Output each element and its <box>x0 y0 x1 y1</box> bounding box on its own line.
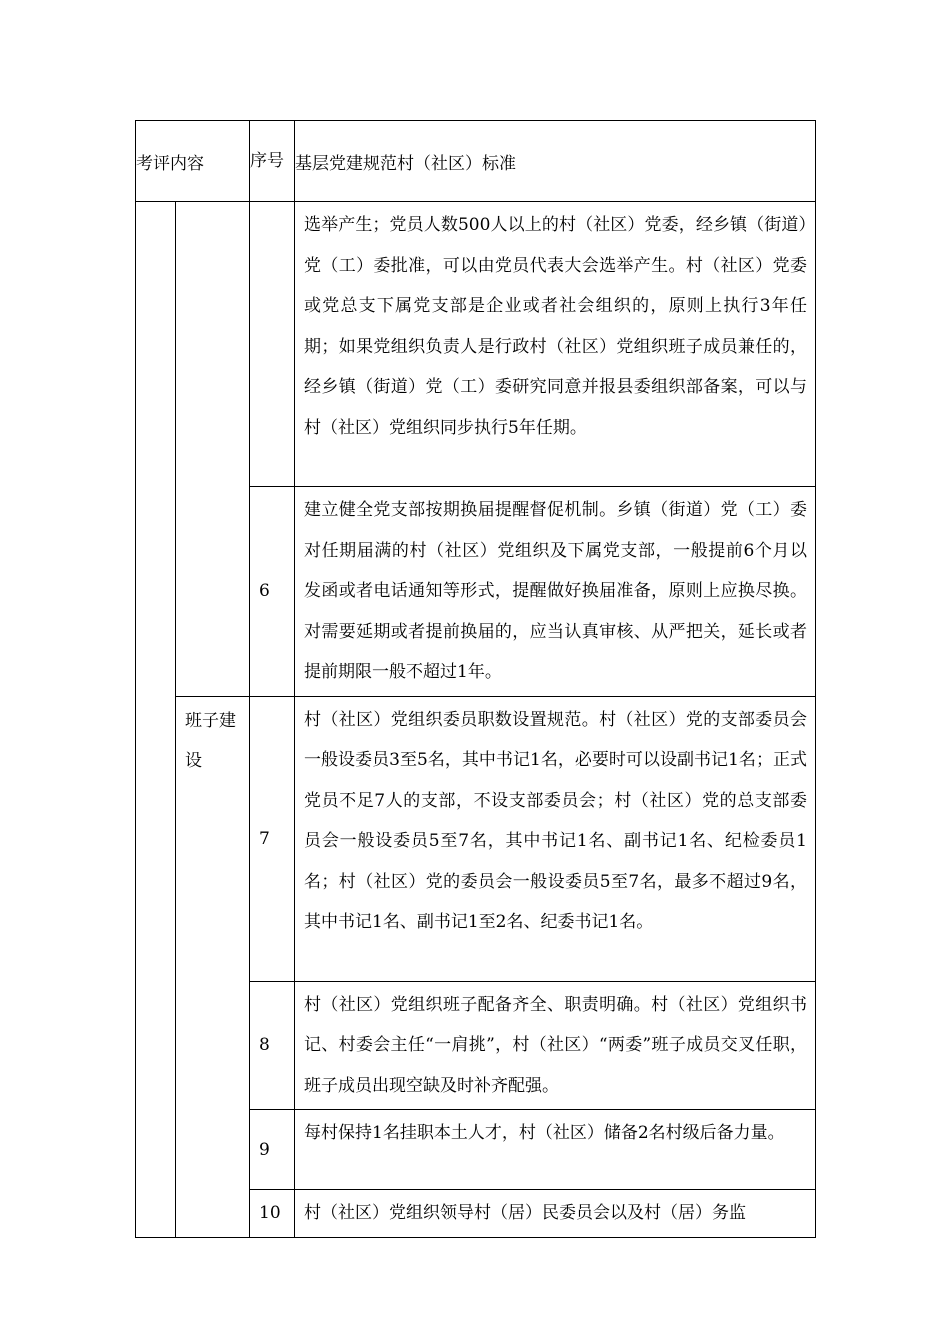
standard-text: 建立健全党支部按期换届提醒督促机制。乡镇（街道）党（工）委对任期届满的村（社区）党组织及下属党支部，一般提前6个月以发函或者电话通知等形式，提醒做好换届准备，原则上应换尽换。对需要延期或者提前换届的，应当认真审核、从严把关，延长或者提前期限一般不超过1年。 <box>295 487 816 697</box>
row-number: 10 <box>250 1190 295 1238</box>
header-content-label: 考评内容 <box>136 153 204 174</box>
category-label: 班子建设 <box>176 696 250 1237</box>
standard-text: 村（社区）党组织班子配备齐全、职责明确。村（社区）党组织书记、村委会主任“一肩挑”，村（社区）“两委”班子成员交叉任职，班子成员出现空缺及时补齐配强。 <box>295 981 816 1110</box>
table-header-row <box>136 121 816 202</box>
row-number: 7 <box>250 696 295 981</box>
outer-category-cell <box>136 202 176 1238</box>
table-row <box>136 696 816 981</box>
standard-text: 选举产生；党员人数500人以上的村（社区）党委，经乡镇（街道）党（工）委批准，可以由党员代表大会选举产生。村（社区）党委或党总支下属党支部是企业或者社会组织的，原则上执行3年任期；如果党组织负责人是行政村（社区）党组织班子成员兼任的，经乡镇（街道）党（工）委研究同意并报县委组织部备案，可以与村（社区）党组织同步执行5年任期。 <box>295 202 816 487</box>
row-number <box>250 202 295 487</box>
header-serial-cell <box>250 121 295 202</box>
subcategory-cell-empty <box>176 202 250 697</box>
standard-text: 村（社区）党组织领导村（居）民委员会以及村（居）务监 <box>295 1190 816 1238</box>
standard-text: 每村保持1名挂职本土人才，村（社区）储备2名村级后备力量。 <box>295 1110 816 1190</box>
row-number: 9 <box>250 1110 295 1190</box>
header-standard-cell <box>295 121 816 202</box>
row-number: 8 <box>250 981 295 1110</box>
table-row <box>136 202 816 487</box>
standards-table <box>135 120 816 1238</box>
standard-text: 村（社区）党组织委员职数设置规范。村（社区）党的支部委员会一般设委员3至5名，其中书记1名，必要时可以设副书记1名；正式党员不足7人的支部，不设支部委员会；村（社区）党的总支部委员会一般设委员5至7名，其中书记1名、副书记1名、纪检委员1名；村（社区）党的委员会一般设委员5至7名，最多不超过9名，其中书记1名、副书记1至2名、纪委书记1名。 <box>295 696 816 981</box>
header-serial-label: 序号 <box>250 151 284 171</box>
header-content-cell <box>136 121 250 202</box>
row-number: 6 <box>250 487 295 697</box>
header-standard-label: 基层党建规范村（社区）标准 <box>295 153 516 174</box>
